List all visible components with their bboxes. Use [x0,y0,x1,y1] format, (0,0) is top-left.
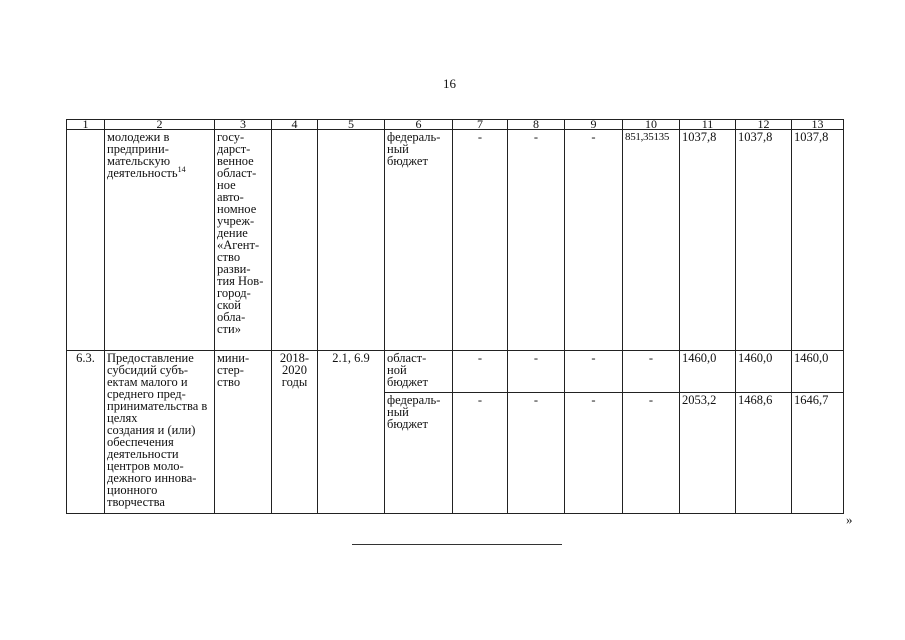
value-cell: 1037,8 [680,130,736,351]
value-cell: - [565,393,623,514]
column-number-row [67,120,844,130]
value-cell: - [565,351,623,393]
table-row [67,351,844,393]
page-number: 16 [443,76,456,91]
activity-name-cell [105,130,215,351]
row-number-cell: 6.3. [67,351,105,514]
value-cell: 1460,0 [736,351,792,393]
indicator-cell: 2.1, 6.9 [318,351,385,514]
value-cell: 1037,8 [792,130,844,351]
value-cell: - [508,130,565,351]
budget-table [66,119,844,514]
period-cell: 2018- 2020 годы [272,351,318,514]
value-cell: - [453,393,508,514]
value-cell: 1468,6 [736,393,792,514]
column-header: 3 [215,120,272,130]
period-cell [272,130,318,351]
funding-source-cell: федераль- ный бюджет [385,130,453,351]
footnote-separator [352,544,562,545]
value-cell: - [565,130,623,351]
activity-name: молодежи в предприни- мательскую деятельность [107,130,178,180]
value-cell: 1037,8 [736,130,792,351]
table-row [67,130,844,351]
value-cell: 1460,0 [680,351,736,393]
value-cell: 1646,7 [792,393,844,514]
closing-quote: » [846,512,853,527]
column-header: 11 [680,120,736,130]
column-header: 5 [318,120,385,130]
column-header: 10 [623,120,680,130]
column-header: 1 [67,120,105,130]
column-header: 6 [385,120,453,130]
value-cell: - [623,393,680,514]
row-number-cell [67,130,105,351]
executor-cell: госу- дарст- венное област- ное авто- номное учреж- дение «Агент- ство разви- тия Нов- город- ской обла- сти» [215,130,272,351]
funding-source-cell: федераль- ный бюджет [385,393,453,514]
value-cell: 2053,2 [680,393,736,514]
footnote-ref: 14 [177,164,186,174]
funding-source-cell: област- ной бюджет [385,351,453,393]
value-cell: - [508,393,565,514]
value-cell: 1460,0 [792,351,844,393]
indicator-cell [318,130,385,351]
value-cell: - [508,351,565,393]
column-header: 13 [792,120,844,130]
column-header: 12 [736,120,792,130]
column-header: 4 [272,120,318,130]
value-cell: - [623,351,680,393]
column-header: 7 [453,120,508,130]
executor-cell: мини- стер- ство [215,351,272,514]
column-header: 2 [105,120,215,130]
column-header: 9 [565,120,623,130]
value-cell: 851,35135 [623,130,680,351]
column-header: 8 [508,120,565,130]
value-cell: - [453,130,508,351]
activity-name-cell: Предоставление субсидий субъ- ектам малого и среднего пред- принимательства в целях создания и (или) обеспечения деятельности центров моло- дежного иннова- ционного творчества [105,351,215,514]
value-cell: - [453,351,508,393]
